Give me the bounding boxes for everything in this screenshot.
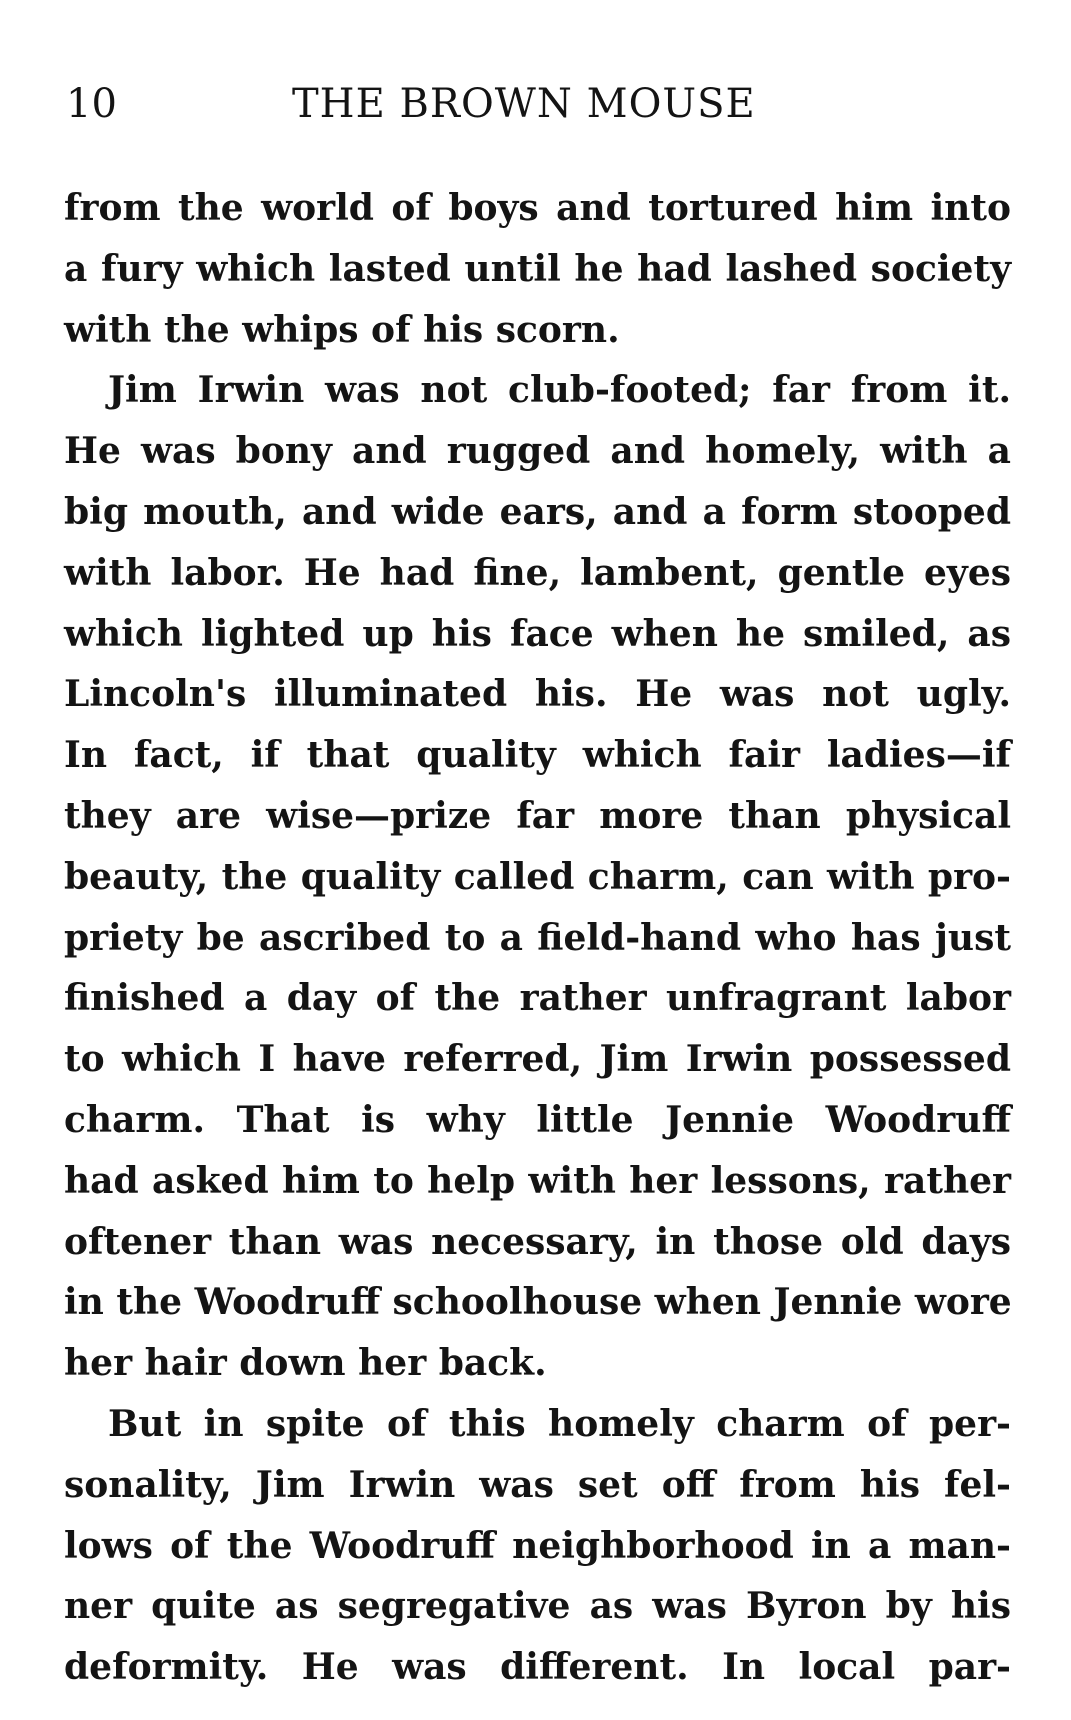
text-line: they are wise—prize far more than physical (64, 794, 1011, 837)
text-line: oftener than was necessary, in those old days (64, 1220, 1011, 1263)
text-line: He was bony and rugged and homely, with a (64, 430, 1011, 473)
page-number: 10 (66, 81, 117, 127)
text-line: with labor. He had fine, lambent, gentle eyes (64, 551, 1011, 594)
text-line: In fact, if that quality which fair ladies—if (64, 734, 1011, 777)
text-line: finished a day of the rather unfragrant labor (64, 977, 1011, 1020)
text-line: from the world of boys and tortured him into (64, 187, 1011, 229)
text-line: deformity. He was different. In local par- (64, 1646, 1011, 1689)
text-line: priety be ascribed to a field-hand who has just (64, 916, 1011, 959)
text-line: her hair down her back. (64, 1342, 547, 1385)
text-line: charm. That is why little Jennie Woodruff (64, 1098, 1011, 1141)
text-line: ner quite as segregative as was Byron by his (64, 1585, 1011, 1628)
text-line: beauty, the quality called charm, can with pro- (64, 855, 1011, 898)
text-line: Lincoln's illuminated his. He was not ugly. (64, 673, 1011, 716)
text-line: in the Woodruff schoolhouse when Jennie wore (64, 1281, 1012, 1324)
text-line: sonality, Jim Irwin was set off from his fel- (64, 1463, 1011, 1506)
paragraph-start-line: But in spite of this homely charm of per- (108, 1402, 1011, 1445)
running-head: THE BROWN MOUSE (292, 81, 756, 127)
text-line: big mouth, and wide ears, and a form stooped (64, 490, 1011, 533)
body-text (64, 178, 1011, 1698)
text-line: which lighted up his face when he smiled, as (64, 612, 1011, 655)
text-line: lows of the Woodruff neighborhood in a man- (64, 1524, 1011, 1567)
text-line: with the whips of his scorn. (64, 308, 620, 351)
text-line: a fury which lasted until he had lashed society (64, 247, 1011, 290)
text-line: had asked him to help with her lessons, rather (64, 1159, 1011, 1202)
text-line: to which I have referred, Jim Irwin possessed (64, 1038, 1011, 1081)
paragraph-start-line: Jim Irwin was not club-footed; far from it. (108, 369, 1011, 412)
